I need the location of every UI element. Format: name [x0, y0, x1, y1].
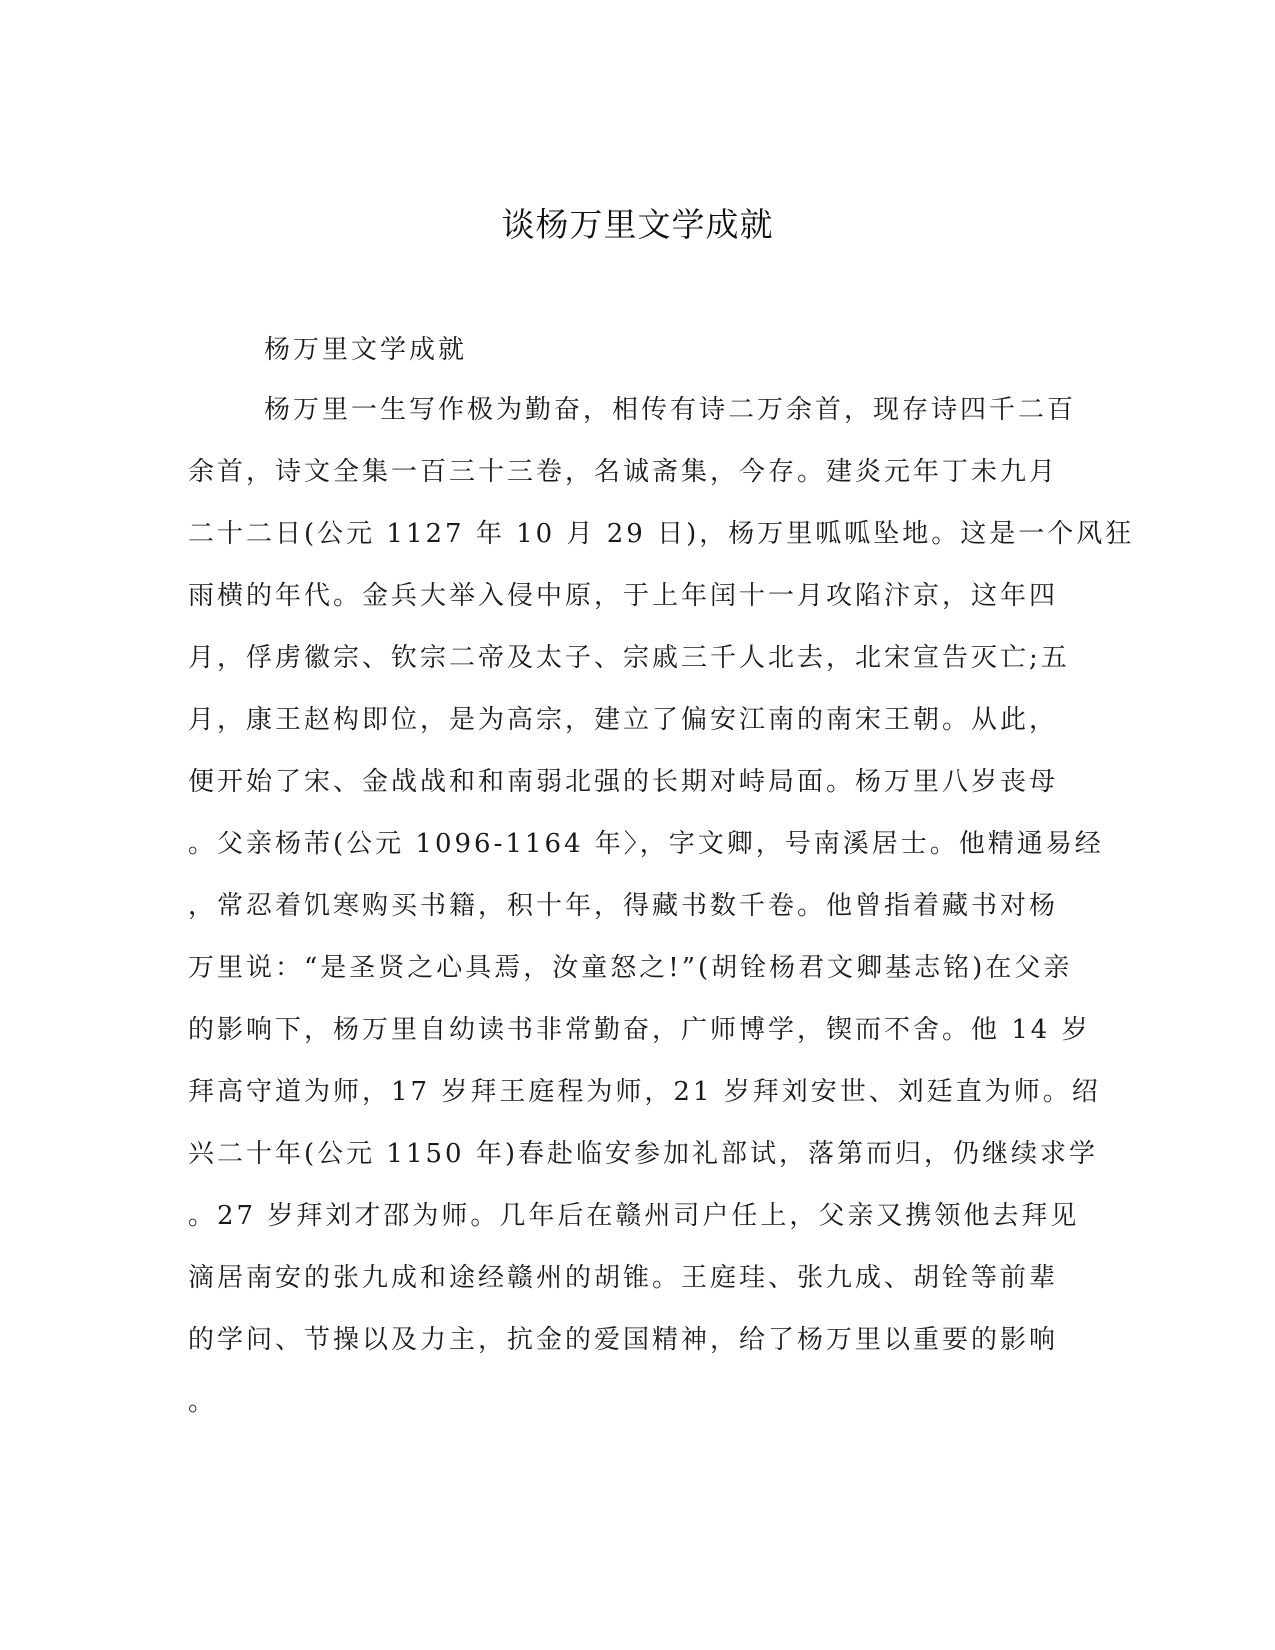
paragraph-line: 兴二十年(公元 1150 年)春赴临安参加礼部试，落第而归，仍继续求学 — [188, 1139, 1098, 1169]
paragraph-line: 二十二日(公元 1127 年 10 月 29 日)，杨万里呱呱坠地。这是一个风狂 — [188, 519, 1135, 549]
paragraph-line: 。父亲杨芾(公元 1096-1164 年〉，字文卿，号南溪居士。他精通易经 — [188, 829, 1104, 859]
body-paragraph — [188, 390, 1135, 1444]
document-title: 谈杨万里文学成就 — [501, 205, 774, 244]
paragraph-line: 的学问、节操以及力主，抗金的爱国精神，给了杨万里以重要的影响 — [188, 1325, 1059, 1355]
paragraph-line: 的影响下，杨万里自幼读书非常勤奋，广师博学，锲而不舍。他 14 岁 — [188, 1015, 1091, 1045]
paragraph-line: 余首，诗文全集一百三十三卷，名诚斋集，今存。建炎元年丁未九月 — [188, 457, 1059, 487]
paragraph-line: 。27 岁拜刘才邵为师。几年后在赣州司户任上，父亲又携领他去拜见 — [188, 1201, 1080, 1231]
paragraph-line: ，常忍着饥寒购买书籍，积十年，得藏书数千卷。他曾指着藏书对杨 — [188, 891, 1059, 921]
section-heading: 杨万里文学成就 — [264, 335, 468, 365]
paragraph-line: 滴居南安的张九成和途经赣州的胡锥。王庭珪、张九成、胡铨等前辈 — [188, 1263, 1059, 1293]
paragraph-line: 万里说：“是圣贤之心具焉，汝童怒之!”(胡铨杨君文卿基志铭)在父亲 — [188, 953, 1073, 983]
paragraph-line: 月，康王赵构即位，是为高宗，建立了偏安江南的南宋王朝。从此， — [188, 705, 1059, 735]
paragraph-line: 雨横的年代。金兵大举入侵中原，于上年闰十一月攻陷汴京，这年四 — [188, 581, 1059, 611]
paragraph-line: 拜高守道为师，17 岁拜王庭程为师，21 岁拜刘安世、刘廷直为师。绍 — [188, 1077, 1101, 1107]
paragraph-line: 杨万里一生写作极为勤奋，相传有诗二万余首，现存诗四千二百 — [264, 395, 1077, 425]
paragraph-line: 月，俘虏徽宗、钦宗二帝及太子、宗戚三千人北去，北宋宣告灭亡;五 — [188, 643, 1070, 673]
paragraph-line: 便开始了宋、金战战和和南弱北强的长期对峙局面。杨万里八岁丧母 — [188, 767, 1059, 797]
paragraph-line: 。 — [188, 1387, 218, 1417]
